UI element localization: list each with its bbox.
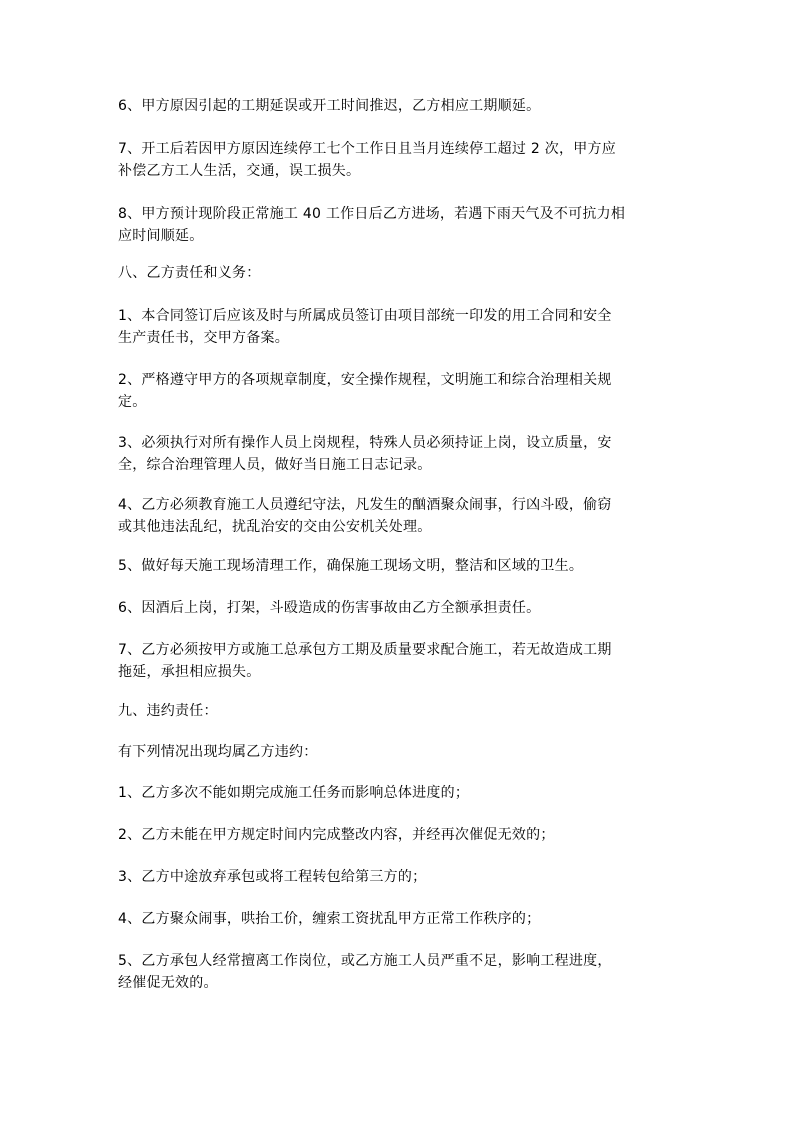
paragraph-site-cleaning	[118, 555, 682, 577]
text-line: 4、乙方必须教育施工人员遵纪守法，凡发生的酗酒聚众闹事，行凶斗殴，偷窃	[118, 497, 612, 513]
text-line: 补偿乙方工人生活，交通，误工损失。	[118, 163, 361, 179]
text-line: 7、开工后若因甲方原因连续停工七个工作日且当月连续停工超过 2 次，甲方应	[118, 141, 616, 157]
text-line: 经催促无效的。	[118, 975, 218, 991]
paragraph-certified-personnel	[118, 432, 682, 476]
paragraph-work-delay-postponement	[118, 95, 682, 117]
section-heading-party-b-duties	[118, 262, 682, 284]
text-line: 2、乙方未能在甲方规定时间内完成整改内容，并经再次催促无效的；	[118, 827, 555, 843]
text-line: 1、乙方多次不能如期完成施工任务而影响总体进度的；	[118, 785, 470, 801]
text-line: 定。	[118, 394, 147, 410]
paragraph-labor-contract	[118, 305, 682, 349]
paragraph-law-discipline	[118, 494, 682, 538]
text-line: 5、做好每天施工现场清理工作，确保施工现场文明，整洁和区域的卫生。	[118, 558, 584, 574]
paragraph-breach-item-3	[118, 866, 682, 888]
paragraph-entry-schedule	[118, 203, 682, 247]
text-line: 应时间顺延。	[118, 228, 204, 244]
paragraph-rules-compliance	[118, 369, 682, 413]
text-line: 或其他违法乱纪，扰乱治安的交由公安机关处理。	[118, 519, 432, 535]
text-line: 7、乙方必须按甲方或施工总承包方工期及质量要求配合施工，若无故造成工期	[118, 642, 612, 658]
text-line: 3、乙方中途放弃承包或将工程转包给第三方的；	[118, 869, 427, 885]
text-line: 2、严格遵守甲方的各项规章制度，安全操作规程，文明施工和综合治理相关规	[118, 372, 612, 388]
paragraph-schedule-quality	[118, 639, 682, 683]
text-line: 6、因酒后上岗，打架，斗殴造成的伤害事故由乙方全额承担责任。	[118, 600, 541, 616]
text-line: 有下列情况出现均属乙方违约：	[118, 744, 318, 760]
paragraph-breach-item-1	[118, 782, 682, 804]
text-line: 1、本合同签订后应该及时与所属成员签订由项目部统一印发的用工合同和安全	[118, 308, 612, 324]
text-line: 生产责任书，交甲方备案。	[118, 330, 289, 346]
text-line: 6、甲方原因引起的工期延误或开工时间推迟，乙方相应工期顺延。	[118, 98, 541, 114]
text-line: 5、乙方承包人经常擅离工作岗位，或乙方施工人员严重不足，影响工程进度，	[118, 953, 612, 969]
paragraph-accident-liability	[118, 597, 682, 619]
text-line: 8、甲方预计现阶段正常施工 40 工作日后乙方进场，若遇下雨天气及不可抗力相	[118, 206, 626, 222]
section-heading-breach-liability	[118, 700, 682, 722]
text-line: 九、违约责任：	[118, 703, 218, 719]
paragraph-breach-item-5	[118, 950, 682, 994]
text-line: 全，综合治理管理人员，做好当日施工日志记录。	[118, 457, 432, 473]
paragraph-breach-intro	[118, 741, 682, 763]
text-line: 八、乙方责任和义务：	[118, 265, 261, 281]
text-line: 4、乙方聚众闹事，哄抬工价，缠索工资扰乱甲方正常工作秩序的；	[118, 911, 541, 927]
text-line: 3、必须执行对所有操作人员上岗规程，特殊人员必须持证上岗，设立质量，安	[118, 435, 612, 451]
paragraph-breach-item-4	[118, 908, 682, 930]
paragraph-work-stoppage-compensation	[118, 138, 682, 182]
text-line: 拖延，承担相应损失。	[118, 664, 261, 680]
paragraph-breach-item-2	[118, 824, 682, 846]
